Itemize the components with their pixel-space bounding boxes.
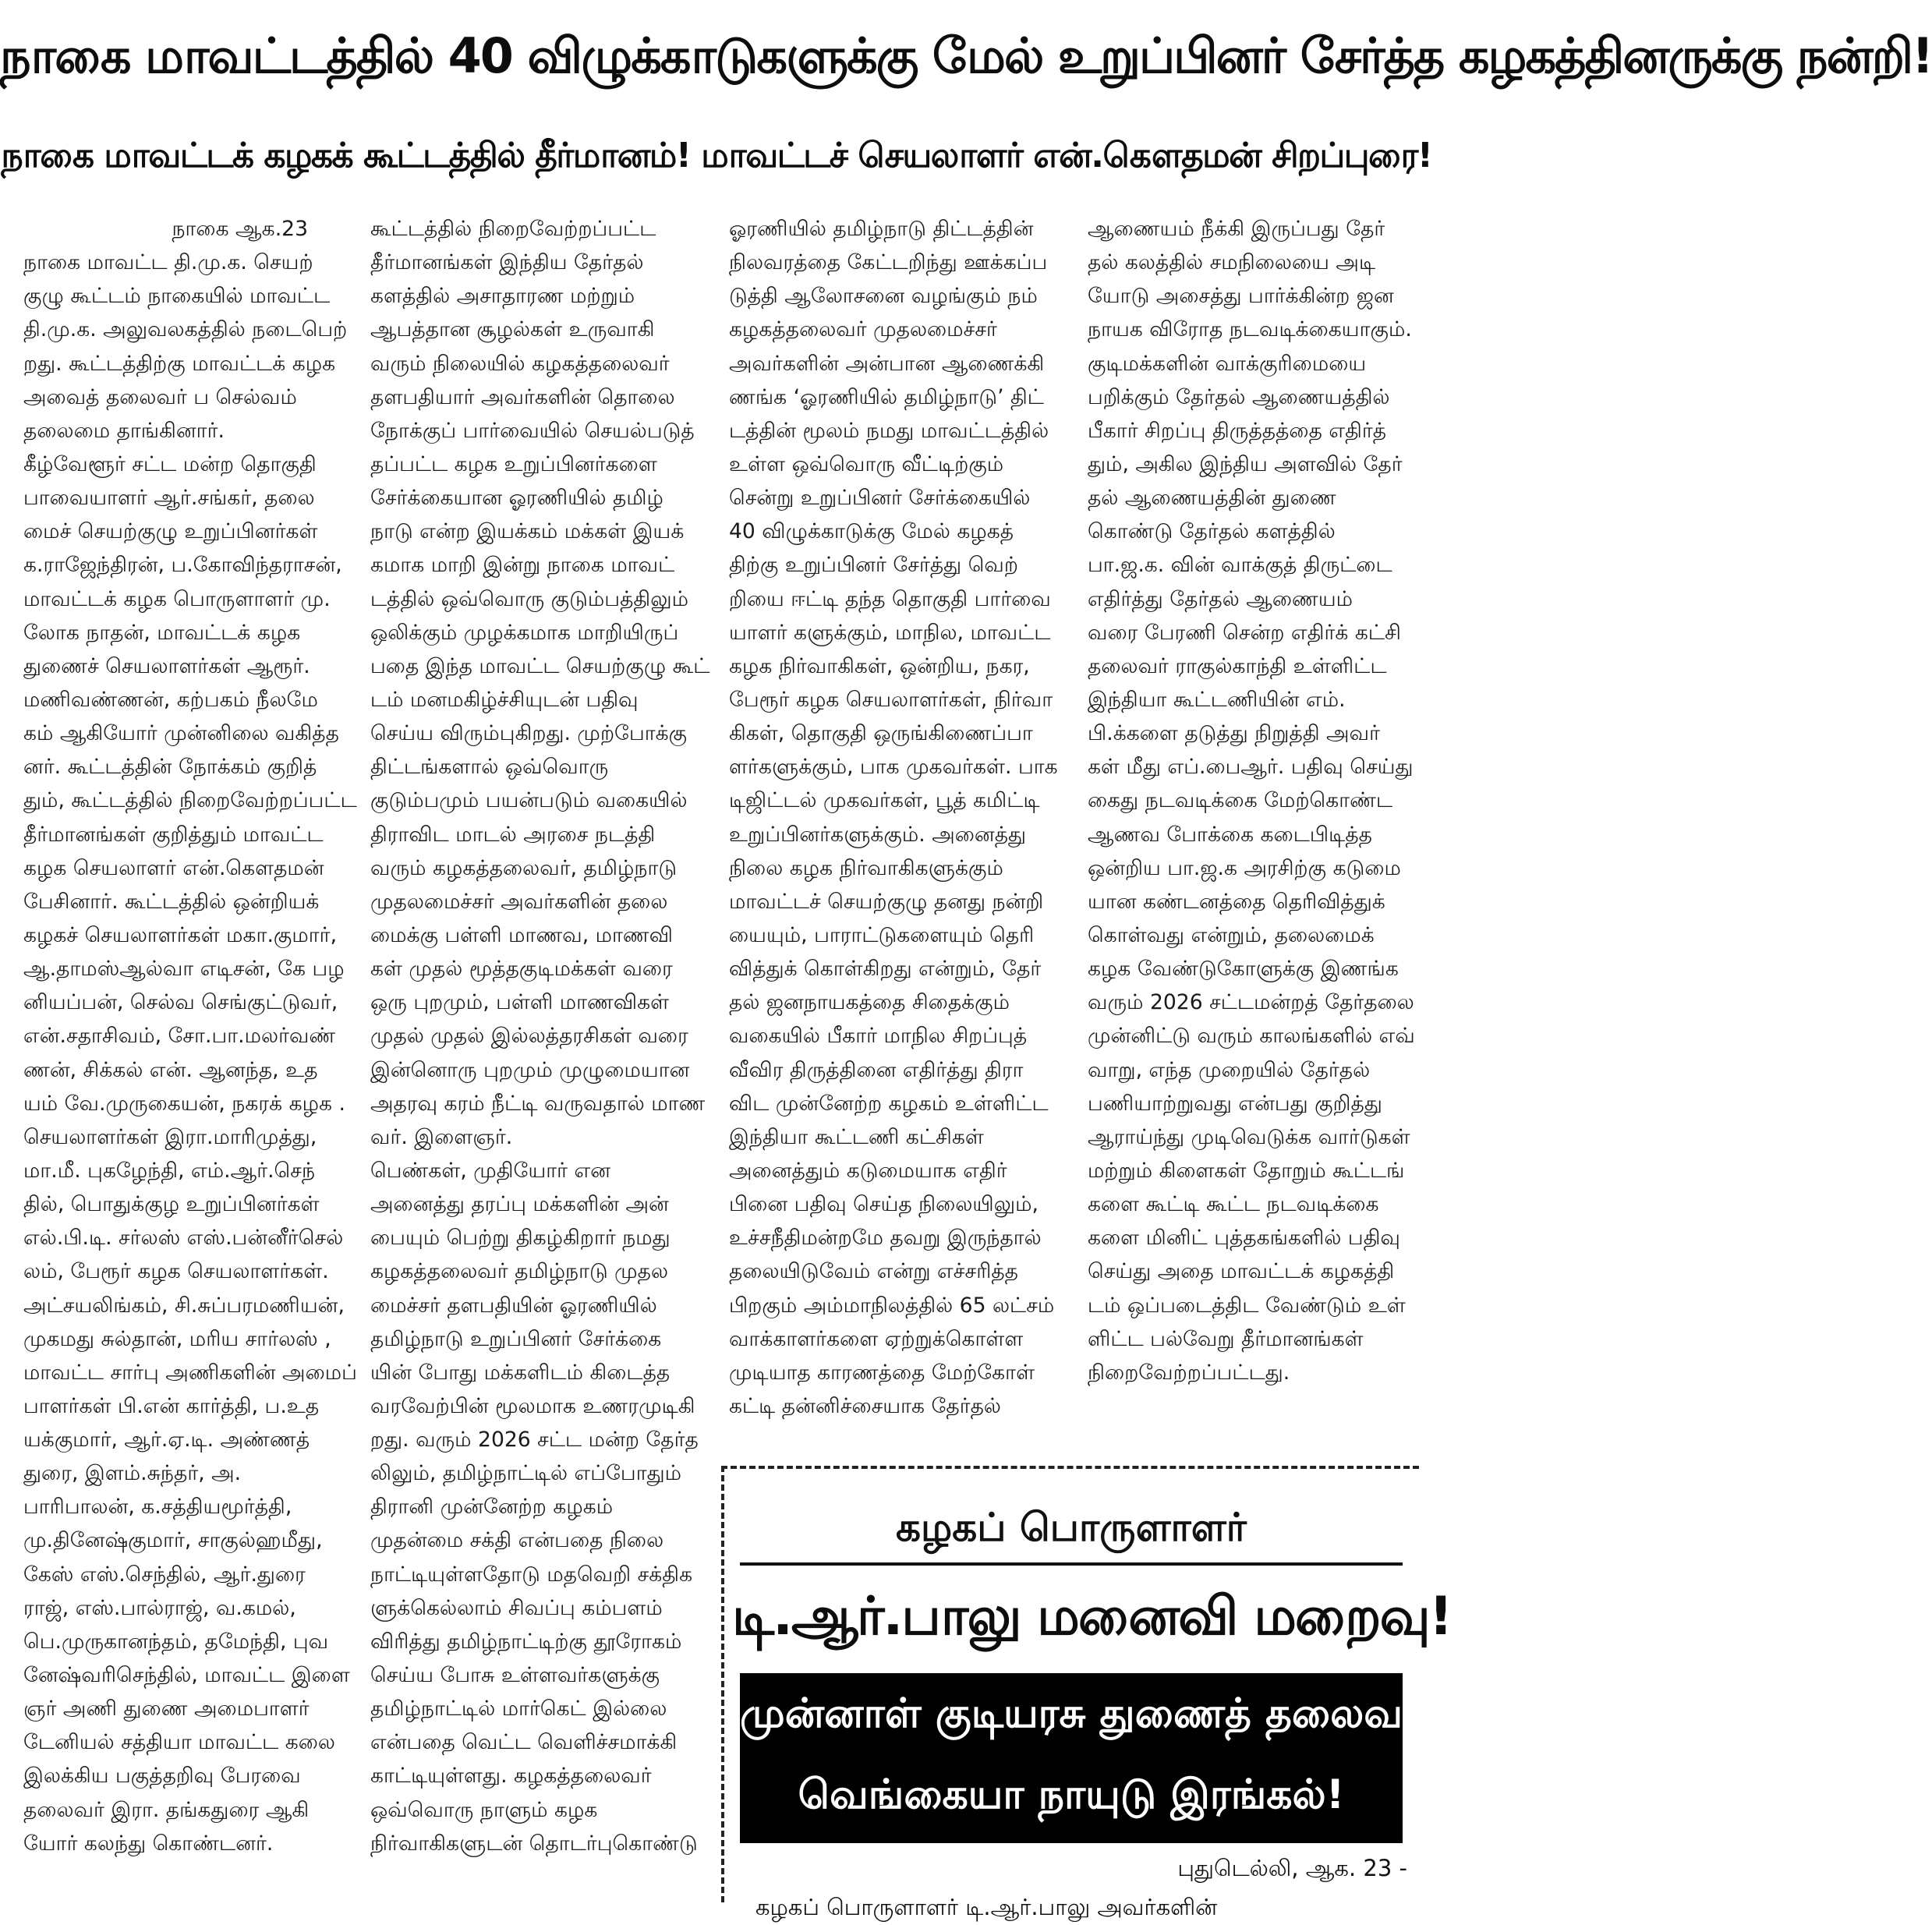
article-line: 40 விழுக்காடுக்கு மேல் கழகத் (729, 519, 1014, 544)
article-line: பறிக்கும் தேர்தல் ஆணையத்தில் (1088, 384, 1390, 409)
article-line: ஆணையம் நீக்கி இருப்பது தேர் (1088, 217, 1385, 241)
article-line: கள் மீது எப்.பைஆர். பதிவு செய்து (1088, 755, 1414, 780)
article-line: தீர்மானங்கள் இந்திய தேர்தல் (370, 250, 644, 275)
article-line: துணைச் செயலாளர்கள் ஆரூர். (23, 653, 310, 678)
article-line: மைச் செயற்குழு உறுப்பினர்கள் (23, 519, 318, 544)
headline: நாகை மாவட்டத்தில் 40 விழுக்காடுகளுக்கு மேல் உறுப்பினர் சேர்த்த கழகத்தினருக்கு நன்றி! (0, 27, 1932, 84)
article-line: மா.மீ. புகழேந்தி, எம்.ஆர்.செந் (23, 1158, 316, 1183)
article-line: லிலும், தமிழ்நாட்டில் எப்போதும் (370, 1461, 682, 1486)
article-line: மற்றும் கிளைகள் தோறும் கூட்டங் (1088, 1158, 1405, 1183)
article-line: களை மினிட் புத்தகங்களில் பதிவு (1088, 1226, 1400, 1251)
article-line: ஆணவ போக்கை கடைபிடித்த (1088, 822, 1372, 847)
article-line: யின் போது மக்களிடம் கிடைத்த (370, 1360, 671, 1385)
column-1-text (23, 246, 355, 1860)
article-line: ஆராய்ந்து முடிவெடுக்க வார்டுகள் (1088, 1124, 1410, 1149)
article-line: நிலை கழக நிர்வாகிகளுக்கும் (729, 855, 1003, 880)
article-line: மாவட்ட சார்பு அணிகளின் அமைப் (23, 1360, 357, 1385)
article-line: கூட்டத்தில் நிறைவேற்றப்பட்ட (370, 217, 656, 241)
article-line: குடும்பமும் பயன்படும் வகையில் (370, 788, 688, 813)
article-line: ஞர் அணி துணை அமைபாளர் (23, 1697, 310, 1722)
article-line: விரித்து தமிழ்நாட்டிற்கு தூரோகம் (370, 1629, 682, 1654)
article-line: திட்டங்களால் ஒவ்வொரு (370, 755, 609, 780)
article-line: அவர்களின் அன்பான ஆணைக்கி (729, 351, 1045, 376)
article-line: தமிழ்நாட்டில் மார்கெட் இல்லை (370, 1697, 667, 1722)
article-line: செய்து அதை மாவட்டக் கழகத்தி (1088, 1259, 1395, 1284)
article-line: பெண்கள், முதியோர் என (370, 1158, 611, 1183)
article-line: யான கண்டனத்தை தெரிவித்துக் (1088, 889, 1385, 914)
article-line: தீர்மானங்கள் குறித்தும் மாவட்ட (23, 822, 324, 847)
article-line: கழகச் செயலாளர்கள் மகா.குமார், (23, 922, 338, 947)
article-line: நிர்வாகிகளுடன் தொடர்புகொண்டு (370, 1831, 698, 1856)
article-line: நிறைவேற்றப்பட்டது. (1088, 1360, 1290, 1385)
article-line: உள்ள ஒவ்வொரு வீட்டிற்கும் (729, 451, 1004, 476)
article-line: பணியாற்றுவது என்பது குறித்து (1088, 1091, 1382, 1116)
article-line: தலைமை தாங்கினார். (23, 418, 225, 443)
article-line: கழகத்தலைவர் முதலமைச்சர் (729, 317, 997, 342)
article-line: டுத்தி ஆலோசனை வழங்கும் நம் (729, 284, 1038, 309)
article-line: கைது நடவடிக்கை மேற்கொண்ட (1088, 788, 1393, 813)
article-line: தப்பட்ட கழக உறுப்பினர்களை (370, 451, 657, 476)
article-line: கழக வேண்டுகோளுக்கு இணங்க (1088, 957, 1399, 982)
article-line: திராவிட மாடல் அரசை நடத்தி (370, 822, 656, 847)
article-line: பாளர்கள் பி.என் கார்த்தி, ப.உத (23, 1393, 320, 1418)
article-line: கமாக மாறி இன்று நாகை மாவட் (370, 553, 675, 578)
article-line: சேர்க்கையான ஓரணியில் தமிழ் (370, 486, 663, 511)
article-line: அட்சயலிங்கம், சி.சுப்பரமணியன், (23, 1293, 345, 1318)
article-line: பேசினார். கூட்டத்தில் ஒன்றியக் (23, 889, 320, 914)
article-line: கீழ்வேளூர் சட்ட மன்ற தொகுதி (23, 451, 317, 476)
article-line: யம் வே.முருகையன், நகரக் கழக . (23, 1091, 345, 1116)
article-line: மாவட்டக் கழக பொருளாளர் மு. (23, 586, 331, 611)
column-3-text (729, 212, 1064, 1423)
article-line: எல்.பி.டி. சர்லஸ் எஸ்.பன்னீர்செல் (23, 1226, 344, 1251)
article-line: வீவிர திருத்தினை எதிர்த்து திரா (729, 1057, 1024, 1082)
article-line: றது. கூட்டத்திற்கு மாவட்டக் கழக (23, 351, 336, 376)
article-line: கழகத்தலைவர் தமிழ்நாடு முதல (370, 1259, 669, 1284)
article-line: கிகள், தொகுதி ஒருங்கிணைப்பா (729, 721, 1033, 746)
article-line: பிறகும் அம்மாநிலத்தில் 65 லட்சம் (729, 1293, 1055, 1318)
article-line: களத்தில் அசாதாரண மற்றும் (370, 284, 635, 309)
article-line: நாகை மாவட்ட தி.மு.க. செயற் (23, 250, 313, 275)
article-line: முதலமைச்சர் அவர்களின் தலை (370, 889, 668, 914)
article-line: வாக்காளர்களை ஏற்றுக்கொள்ள (729, 1326, 1024, 1351)
article-line: அனைத்தும் கடுமையாக எதிர் (729, 1158, 1007, 1183)
article-line: தமிழ்நாடு உறுப்பினர் சேர்க்கை (370, 1326, 662, 1351)
article-line: ஓரணியில் தமிழ்நாடு திட்டத்தின் (729, 217, 1034, 241)
article-line: ளர்களுக்கும், பாக முகவர்கள். பாக (729, 755, 1058, 780)
article-column-2 (370, 212, 717, 1900)
article-line: சென்று உறுப்பினர் சேர்க்கையில் (729, 486, 1031, 511)
article-line: குடிமக்களின் வாக்குரிமையை (1088, 351, 1367, 376)
article-line: பெ.முருகானந்தம், தமேந்தி, புவ (23, 1629, 329, 1654)
article-line: பதை இந்த மாவட்ட செயற்குழு கூட் (370, 653, 710, 678)
article-line: னேஷ்வரிசெந்தில், மாவட்ட இளை (23, 1663, 350, 1688)
article-line: தில், பொதுக்குழ உறுப்பினர்கள் (23, 1192, 320, 1217)
article-line: வரை பேரணி சென்ற எதிர்க் கட்சி (1088, 620, 1401, 645)
article-line: களை கூட்டி கூட்ட நடவடிக்கை (1088, 1192, 1379, 1217)
article-line: டேனியல் சத்தியா மாவட்ட கலை (23, 1730, 335, 1755)
article-line: திரானி முன்னேற்ற கழகம் (370, 1495, 614, 1520)
article-line: ஒன்றிய பா.ஜ.க அரசிற்கு கடுமை (1088, 855, 1401, 880)
article-line: வரவேற்பின் மூலமாக உணரமுடிகி (370, 1393, 695, 1418)
article-line: கொண்டு தேர்தல் களத்தில் (1088, 519, 1336, 544)
article-line: முன்னிட்டு வரும் காலங்களில் எவ் (1088, 1024, 1415, 1049)
article-line: வரும் கழகத்தலைவர், தமிழ்நாடு (370, 855, 678, 880)
article-line: டத்தின் மூலம் நமது மாவட்டத்தில் (729, 418, 1049, 443)
article-line: க.ராஜேந்திரன், ப.கோவிந்தராசன், (23, 553, 342, 578)
article-column-4 (1088, 212, 1419, 1456)
article-line: துரை, இளம்.சுந்தர், அ. (23, 1461, 242, 1486)
article-line: வகையில் பீகார் மாநில சிறப்புத் (729, 1024, 1028, 1049)
article-line: பீகார் சிறப்பு திருத்தத்தை எதிர்த் (1088, 418, 1387, 443)
sidebar-news-box (721, 1466, 1452, 1920)
article-line: மைக்கு பள்ளி மாணவ, மாணவி (370, 922, 674, 947)
dateline: நாகை ஆக.23 (172, 217, 308, 241)
article-line: இன்னொரு புறமும் முழுமையான (370, 1057, 690, 1082)
sidebar-banner-line-2: வெங்கையா நாயுடு இரங்கல்! (798, 1771, 1345, 1818)
article-line: எதிர்த்து தேர்தல் ஆணையம் (1088, 586, 1353, 611)
article-line: தல் கலத்தில் சமநிலையை அடி (1088, 250, 1376, 275)
article-line: ஒலிக்கும் முழக்கமாக மாறியிருப் (370, 620, 679, 645)
article-line: கழக நிர்வாகிகள், ஒன்றிய, நகர, (729, 653, 1030, 678)
column-2-text (370, 212, 717, 1860)
article-line: பேரூர் கழக செயலாளர்கள், நிர்வா (729, 687, 1053, 712)
article-line: தளபதியார் அவர்களின் தொலை (370, 384, 675, 409)
article-line: இலக்கிய பகுத்தறிவு பேரவை (23, 1764, 301, 1789)
article-line: தல் ஆணையத்தின் துணை (1088, 486, 1336, 511)
article-line: செய்ய விரும்புகிறது. முற்போக்கு (370, 721, 688, 746)
sidebar-banner (740, 1673, 1424, 1843)
article-line: றது. வரும் 2026 சட்ட மன்ற தேர்த (370, 1428, 699, 1453)
article-line: தி.மு.க. அலுவலகத்தில் நடைபெற் (23, 317, 348, 342)
article-line: கழக செயலாளர் என்.கௌதமன் (23, 855, 324, 880)
article-line: தலைவர் இரா. தங்கதுரை ஆகி (23, 1797, 310, 1822)
article-line: ஒவ்வொரு நாளும் கழக (370, 1797, 598, 1822)
article-line: முதன்மை சக்தி என்பதை நிலை (370, 1528, 664, 1553)
article-line: ஆ.தாமஸ்ஆல்வா எடிசன், கே பழ (23, 957, 345, 982)
article-line: முகமது சுல்தான், மரிய சார்லஸ் , (23, 1326, 331, 1351)
article-line: அவைத் தலைவர் ப செல்வம் (23, 384, 297, 409)
subheadline: நாகை மாவட்டக் கழகக் கூட்டத்தில் தீர்மானம்! மாவட்டச் செயலாளர் என்.கௌதமன் சிறப்புரை! (1, 136, 1432, 175)
column-4-text (1088, 212, 1419, 1389)
article-line: ஒரு புறமும், பள்ளி மாணவிகள் (370, 990, 670, 1015)
article-line: குழு கூட்டம் நாகையில் மாவட்ட (23, 284, 331, 309)
article-line: பாரிபாலன், க.சத்தியமூர்த்தி, (23, 1495, 292, 1520)
article-line: காட்டியுள்ளது. கழகத்தலைவர் (370, 1764, 652, 1789)
article-line: றியை ஈட்டி தந்த தொகுதி பார்வை (729, 586, 1051, 611)
article-line: ளுக்கெல்லாம் சிவப்பு கம்பளம் (370, 1595, 663, 1620)
article-line: தலைவர் ராகுல்காந்தி உள்ளிட்ட (1088, 653, 1387, 678)
article-line: பாவையாளர் ஆர்.சங்கர், தலை (23, 486, 315, 511)
article-line: தலையிடுவேம் என்று எச்சரித்த (729, 1259, 1018, 1284)
article-column-3 (729, 212, 1064, 1456)
article-line: அனைத்து தரப்பு மக்களின் அன் (370, 1192, 669, 1217)
article-line: ராஜ், எஸ்.பால்ராஜ், வ.கமல், (23, 1595, 296, 1620)
article-line: லம், பேரூர் கழக செயலாளர்கள். (23, 1259, 329, 1284)
article-line: ஆபத்தான சூழல்கள் உருவாகி (370, 317, 655, 342)
article-line: டம் மனமகிழ்ச்சியுடன் பதிவு (370, 687, 639, 712)
article-line: தும், கூட்டத்தில் நிறைவேற்றப்பட்ட (23, 788, 357, 813)
sidebar-kicker: கழகப் பொருளாளர் (740, 1492, 1403, 1566)
sidebar-body: கழகப் பொருளாளர் டி.ஆர்.பாலு அவர்களின் (755, 1894, 1218, 1920)
article-line: மைச்சர் தளபதியின் ஓரணியில் (370, 1293, 657, 1318)
article-line: திற்கு உறுப்பினர் சேர்த்து வெற் (729, 553, 1018, 578)
sidebar-dateline: புதுடெல்லி, ஆக. 23 - (1177, 1855, 1407, 1881)
article-line: அதரவு கரம் நீட்டி வருவதால் மாண (370, 1091, 706, 1116)
article-line: வாறு, எந்த முறையில் தேர்தல் (1088, 1057, 1371, 1082)
article-line: மு.தினேஷ்குமார், சாகுல்ஹமீது, (23, 1528, 323, 1553)
article-line: னியப்பன், செல்வ செங்குட்டுவர், (23, 990, 338, 1015)
article-line: கம் ஆகியோர் முன்னிலை வகித்த (23, 721, 339, 746)
article-line: என்பதை வெட்ட வெளிச்சமாக்கி (370, 1730, 678, 1755)
article-line: நாட்டியுள்ளதோடு மதவெறி சக்திக (370, 1562, 693, 1587)
sidebar-title: டி.ஆர்.பாலு மனைவி மறைவு! (732, 1586, 1452, 1647)
article-line: லோக நாதன், மாவட்டக் கழக (23, 620, 301, 645)
article-line: இந்தியா கூட்டணி கட்சிகள் (729, 1124, 984, 1149)
article-line: னர். கூட்டத்தின் நோக்கம் குறித் (23, 755, 317, 780)
article-line: உச்சநீதிமன்றமே தவறு இருந்தால் (729, 1226, 1042, 1251)
article-line: வரும் 2026 சட்டமன்றத் தேர்தலை (1088, 990, 1414, 1015)
article-line: பையும் பெற்று திகழ்கிறார் நமது (370, 1226, 671, 1251)
article-line: யோடு அசைத்து பார்க்கின்ற ஜன (1088, 284, 1394, 309)
article-line: பி.க்களை தடுத்து நிறுத்தி அவர் (1088, 721, 1380, 746)
article-line: மணிவண்ணன், கற்பகம் நீலமே (23, 687, 318, 712)
article-line: கொள்வது என்றும், தலைமைக் (1088, 922, 1375, 947)
sidebar-banner-line-1: முன்னாள் குடியரசு துணைத் தலைவர் (740, 1690, 1424, 1737)
article-line: செய்ய போசு உள்ளவர்களுக்கு (370, 1663, 660, 1688)
article-line: யாளர் களுக்கும், மாநில, மாவட்ட (729, 620, 1051, 645)
article-line: செயலாளர்கள் இரா.மாரிமுத்து, (23, 1124, 317, 1149)
article-line: வித்துக் கொள்கிறது என்றும், தேர் (729, 957, 1042, 982)
article-line: டம் ஒப்படைத்திட வேண்டும் உள் (1088, 1293, 1406, 1318)
article-line: நாயக விரோத நடவடிக்கையாகும். (1088, 317, 1412, 342)
article-line: தும், அகில இந்திய அளவில் தேர் (1088, 451, 1403, 476)
article-line: விட முன்னேற்ற கழகம் உள்ளிட்ட (729, 1091, 1049, 1116)
article-line: நாடு என்ற இயக்கம் மக்கள் இயக் (370, 519, 685, 544)
article-line: யோர் கலந்து கொண்டனர். (23, 1831, 274, 1856)
article-line: என்.சதாசிவம், சோ.பா.மலர்வண் (23, 1024, 336, 1049)
article-line: பினை பதிவு செய்த நிலையிலும், (729, 1192, 1039, 1217)
article-line: ணன், சிக்கல் என். ஆனந்த, உத (23, 1057, 318, 1082)
article-line: யக்குமார், ஆர்.ஏ.டி. அண்ணத் (23, 1428, 310, 1453)
article-line: முதல் முதல் இல்லத்தரசிகள் வரை (370, 1024, 688, 1049)
article-line: கேஸ் எஸ்.செந்தில், ஆர்.துரை (23, 1562, 306, 1587)
article-line: ளிட்ட பல்வேறு தீர்மானங்கள் (1088, 1326, 1364, 1351)
article-line: பா.ஜ.க. வின் வாக்குத் திருட்டை (1088, 553, 1392, 578)
article-line: டிஜிட்டல் முகவர்கள், பூத் கமிட்டி (729, 788, 1040, 813)
article-line: டத்தில் ஒவ்வொரு குடும்பத்திலும் (370, 586, 688, 611)
article-line: நிலவரத்தை கேட்டறிந்து ஊக்கப்ப (729, 250, 1048, 275)
article-line: யையும், பாராட்டுகளையும் தெரி (729, 922, 1035, 947)
article-line: முடியாத காரணத்தை மேற்கோள் (729, 1360, 1035, 1385)
article-line: நோக்குப் பார்வையில் செயல்படுத் (370, 418, 695, 443)
article-line: வர். இளைஞர். (370, 1124, 513, 1149)
article-line: ணங்க ‘ஓரணியில் தமிழ்நாடு’ திட் (729, 384, 1044, 409)
article-line: மாவட்டச் செயற்குழு தனது நன்றி (729, 889, 1044, 914)
article-line: இந்தியா கூட்டணியின் எம். (1088, 687, 1346, 712)
article-line: கட்டி தன்னிச்சையாக தேர்தல் (729, 1393, 1001, 1418)
article-column-1 (23, 212, 355, 1900)
article-line: கள் முதல் மூத்தகுடிமக்கள் வரை (370, 957, 673, 982)
article-line: வரும் நிலையில் கழகத்தலைவர் (370, 351, 670, 376)
article-line: தல் ஜனநாயகத்தை சிதைக்கும் (729, 990, 1010, 1015)
article-line: உறுப்பினர்களுக்கும். அனைத்து (729, 822, 1027, 847)
